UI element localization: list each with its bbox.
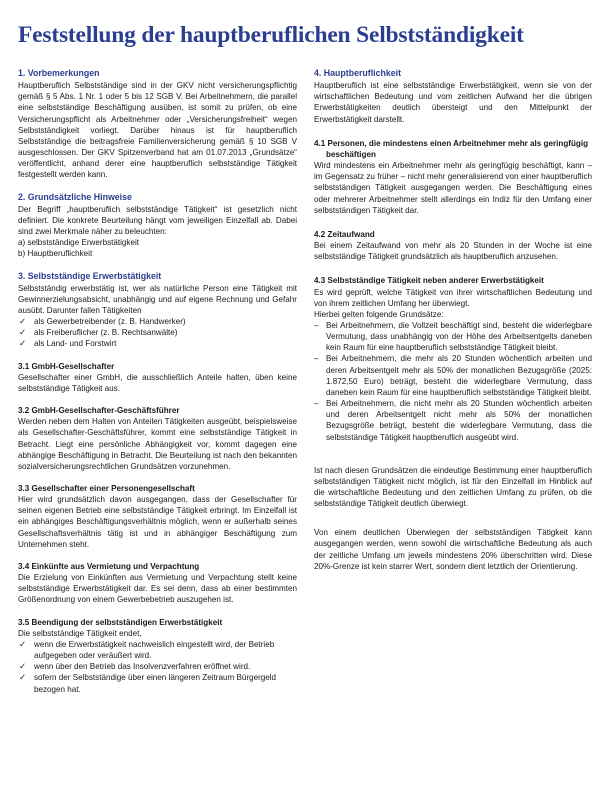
paragraph-ueberwiegen: [314, 527, 592, 572]
section-text: Selbstständig erwerbstätig ist, wer als natürliche Person eine Tätigkeit mit Gewinnerzielungsabsicht, unabhängig und auf eigene Rechnung und Gefahr ausübt. Darunter fallen Tätigkeiten: [18, 283, 297, 315]
section-text: Gesellschafter einer GmbH, die ausschließlich Anteile halten, üben keine selbstständige Tätigkeit aus.: [18, 372, 297, 393]
section-zeitaufwand: [314, 229, 592, 262]
section-beendigung: [18, 617, 297, 695]
section-text: Hier wird grundsätzlich davon ausgegangen, dass der Gesellschafter für seinen eigenen Betrieb eine selbstständige Tätigkeit erbringt. Im Einzelfall ist ein abhängiges Beschäftigungsverhältnis möglich, wenn er außerhalb seines Gesellschaftsverhältnis tätig ist und in abhängiger Beschäftigung zum Unternehmen steht.: [18, 495, 297, 549]
subsection-heading: 4.1 Personen, die mindestens einen Arbeitnehmer mehr als geringfügig beschäftigen: [314, 138, 589, 159]
principles-list: [314, 320, 592, 443]
list-item: ✓ wenn die Erwerbstätigkeit nachweislich eingestellt wird, der Betrieb aufgegeben oder veräußert wird.: [19, 638, 275, 661]
subsection-heading: 4.2 Zeitaufwand: [314, 229, 375, 239]
termination-list: [18, 639, 297, 695]
section-hauptberuflichkeit: [314, 68, 592, 125]
checkmark-icon: ✓: [19, 638, 27, 649]
list-item: ✓ als Freiberuflicher (z. B. Rechtsanwälte): [19, 327, 178, 338]
activity-list: [18, 316, 297, 349]
list-item: ✓ sofern der Selbstständige über einen längeren Zeitraum Bürgergeld bezogen hat.: [19, 672, 277, 694]
list-item: ✓ als Land- und Forstwirt: [19, 338, 117, 349]
list-item: ✓ als Gewerbetreibender (z. B. Handwerker): [19, 316, 186, 327]
section-text: Wird mindestens ein Arbeitnehmer mehr als geringfügig beschäftigt, kann – im Gegensatz zu früher – nicht mehr generalisierend von einer hauptberuflich selbstständigen Tätigkeit ausgegangen werden. Die Beschäftigung eines oder mehrerer Arbeitnehmer stellt allerdings ein Indiz für den Umfang einer selbstständigen Tätigkeit dar.: [314, 161, 592, 215]
section-vermietung-verpachtung: [18, 561, 297, 606]
list-item: a) selbstständige Erwerbstätigkeit: [18, 238, 140, 248]
section-heading: 4. Hauptberuflichkeit: [314, 68, 402, 78]
subsection-heading: 3.1 GmbH-Gesellschafter: [18, 361, 115, 371]
section-text: Bei einem Zeitaufwand von mehr als 20 Stunden in der Woche ist eine selbstständige Tätigkeit grundsätzlich als hauptberuflich anzusehen.: [314, 241, 592, 262]
left-column: [18, 68, 297, 706]
subsection-heading: 3.4 Einkünfte aus Vermietung und Verpachtung: [18, 561, 200, 571]
section-text: Die Erzielung von Einkünften aus Vermietung und Verpachtung stellt keine selbstständige Erwerbstätigkeit dar. Es sei denn, dass ab einer bestimmten Größenordnung von einem Gewerbebetrieb auszugehen ist.: [18, 573, 297, 605]
subsection-heading: 3.3 Gesellschafter einer Personengesellschaft: [18, 484, 195, 493]
subsection-heading: 4.3 Selbstständige Tätigkeit neben anderer Erwerbstätigkeit: [314, 276, 544, 286]
list-item: – Bei Arbeitnehmern, die nicht mehr als 20 Stunden wöchentlich arbeiten und deren Arbeitsentgelt nicht mehr als 50% der monatlichen Bezugsgröße beträgt, besteht die widerlegbare Vermutung, dass die selbstständige Tätigkeit hauptberuflich ausgeübt wird.: [314, 398, 592, 443]
section-heading: 3. Selbstständige Erwerbstätigkeit: [18, 270, 162, 281]
list-item: – Bei Arbeitnehmern, die mehr als 20 Stunden wöchentlich arbeiten und deren Arbeitsentgelt mehr als 50% der monatlichen Bezugsgröße (2025: 1.872,50 Euro) beträgt, besteht die widerlegbare Vermutung, dass daneben kein Raum für eine hauptberuflich selbstständige Tätigkeit bleibt.: [314, 353, 592, 398]
section-text: Es wird geprüft, welche Tätigkeit von ihrer wirtschaftlichen Bedeutung und von ihrem zeitlichen Umfang her überwiegt.: [314, 287, 592, 308]
section-neben-erwerbstaetigkeit: [314, 275, 592, 442]
checkmark-icon: ✓: [19, 661, 27, 672]
section-gmbh-geschaeftsfuehrer: [18, 405, 297, 472]
paragraph-einzelfall: [314, 465, 592, 510]
checkmark-icon: ✓: [19, 316, 27, 327]
list-item: – Bei Arbeitnehmern, die Vollzeit beschäftigt sind, besteht die widerlegbare Vermutung, dass unabhängig von der Höhe des Arbeitsentgelts daneben kein Raum für eine hauptberuflich selbstständige Tätigkeit bleibt.: [314, 320, 592, 353]
subsection-heading: 3.5 Beendigung der selbstständigen Erwerbstätigkeit: [18, 617, 223, 627]
section-heading: 2. Grundsätzliche Hinweise: [18, 191, 132, 202]
section-text: Werden neben dem Halten von Anteilen Tätigkeiten ausgeübt, beispielsweise als Gesellschafter-Geschäftsführer, kommt eine selbstständige Tätigkeit in Betracht. Liegt eine persönliche Abhängigkeit vor, kommt dagegen eine abhängige Beschäftigung in Betracht. Die Beurteilung ist nach den bekannten sozialversicherungsrechtlichen Grundsätzen vorzunehmen.: [18, 417, 297, 471]
section-text: Hauptberuflich Selbstständige sind in der GKV nicht versicherungspflichtig gemäß § 5 Abs. 1 Nr. 1 oder 5 bis 12 SGB V. Bei Arbeitnehmern, die parallel eine selbstständige Beschäftigung ausüben, ist somit zu prüfen, ob eine Versicherungspflicht als Arbeitnehmer oder „Versicherungsfreiheit“ wegen Selbstständigkeit vorliegt. Darüber hinaus ist für hauptberuflich Selbstständige die beitragsfreie Familienversicherung gemäß § 10 SGB V ausgeschlossen. Der GKV Spitzenverband hat am 01.07.2013 „Grundsätze“ veröffentlicht, anhand derer eine hauptberuflich selbstständige Tätigkeit festgestellt werden kann.: [18, 81, 297, 180]
page-title: Feststellung der hauptberuflichen Selbstständigkeit: [18, 22, 524, 48]
checkmark-icon: ✓: [19, 672, 27, 683]
list-item: ✓ wenn über den Betrieb das Insolvenzverfahren eröffnet wird.: [19, 661, 251, 672]
section-intro: Hierbei gelten folgende Grundsätze:: [314, 309, 444, 319]
subsection-heading: 3.2 GmbH-Gesellschafter-Geschäftsführer: [18, 406, 180, 416]
section-text: Von einem deutlichen Überwiegen der selbstständigen Tätigkeit kann ausgegangen werden, wenn sowohl die wirtschaftliche Bedeutung als auch der zeitliche Umfang um jeweils mindestens 20% überschritten wird. Diese 20%-Grenze ist kein starrer Wert, sondern dient letztlich der Orientierung.: [314, 528, 592, 571]
section-gmbh-gesellschafter: [18, 361, 297, 394]
section-selbststaendige-erwerbstaetigkeit: [18, 271, 297, 350]
section-text: Hauptberuflich ist eine selbstständige Erwerbstätigkeit, wenn sie von der wirtschaftlichen Bedeutung und vom zeitlichen Aufwand her die übrigen Erwerbstätigkeiten deutlich übersteigt und den Mittelpunkt der Erwerbstätigkeit darstellt.: [314, 81, 592, 124]
list-item: b) Hauptberuflichkeit: [18, 249, 93, 259]
section-grundsaetzliche-hinweise: [18, 192, 297, 260]
checkmark-icon: ✓: [19, 327, 27, 338]
criteria-list: [18, 237, 297, 259]
section-arbeitnehmer-beschaeftigung: [314, 138, 592, 216]
section-text: Die selbstständige Tätigkeit endet,: [18, 628, 142, 638]
section-text: Der Begriff „hauptberuflich selbstständige Tätigkeit“ ist gesetzlich nicht definiert. Die konkrete Beurteilung hängt vom jeweiligen Einzelfall ab. Dabei sind zwei Merkmale näher zu beleuchten:: [18, 204, 297, 237]
section-vorbemerkungen: [18, 68, 297, 181]
right-column: [314, 68, 592, 583]
checkmark-icon: ✓: [19, 338, 27, 349]
section-heading: 1. Vorbemerkungen: [18, 68, 100, 78]
section-personengesellschaft: [18, 483, 297, 550]
section-text: Ist nach diesen Grundsätzen die eindeutige Bestimmung einer hauptberuflich selbstständigen Tätigkeit nicht möglich, ist für den Einzelfall im Hinblick auf die wirtschaftliche Bedeutung und den zeitlichen Umfang zu prüfen, ob die selbstständige Tätigkeit deutlich überwiegt.: [314, 465, 592, 509]
